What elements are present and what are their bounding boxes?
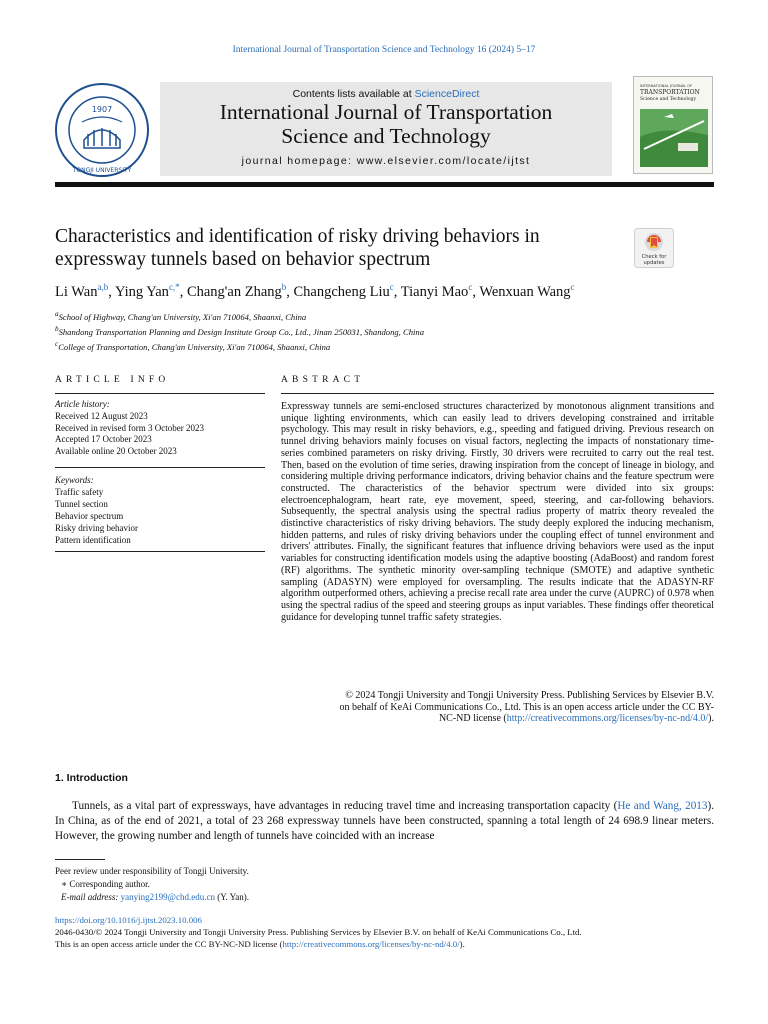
author[interactable]: Tianyi Mao xyxy=(400,284,469,300)
check-for-updates-button[interactable] xyxy=(634,228,674,268)
keyword: Pattern identification xyxy=(55,535,131,545)
history-item: Received in revised form 3 October 2023 xyxy=(55,422,204,433)
article-title: Characteristics and identification of risky driving behaviors in expressway tunnels based on behavior spectrum xyxy=(55,226,540,270)
check-badge-line2: updates xyxy=(643,260,665,266)
journal-title: International Journal of Transportation Science and Technology xyxy=(219,100,553,148)
doi-link[interactable]: https://doi.org/10.1016/j.ijtst.2023.10.006 xyxy=(55,915,202,925)
history-item: Accepted 17 October 2023 xyxy=(55,434,152,445)
journal-homepage[interactable]: journal homepage: www.elsevier.com/locate/ijtst xyxy=(241,155,531,167)
author-affiliation-marker[interactable]: c xyxy=(570,282,575,293)
issn-line: 2046-0430/© 2024 Tongji University and Tongji University Press. Publishing Services by Elsevier B.V. on behalf of KeAi Communications Co., Ltd. xyxy=(55,927,582,937)
author[interactable]: Li Wan xyxy=(55,284,98,300)
divider xyxy=(55,393,265,394)
corresponding-author-note: ∗ Corresponding author. xyxy=(61,879,150,889)
article-history: Article history: Received 12 August 2023 Received in revised form 3 October 2023 Accepted 17 October 2023 Available online 20 October 2023 xyxy=(55,399,265,458)
affiliations xyxy=(55,308,715,353)
keywords: Keywords: Traffic safety Tunnel section Behavior spectrum Risky driving behavior Pattern identification xyxy=(55,474,265,546)
license-link[interactable]: http://creativecommons.org/licenses/by-nc-nd/4.0/ xyxy=(506,713,709,725)
publication-info xyxy=(55,914,745,950)
tongji-university-logo xyxy=(54,82,150,178)
footnote-divider xyxy=(55,859,105,860)
section-heading: 1. Introduction xyxy=(55,772,128,784)
keyword: Risky driving behavior xyxy=(55,523,138,533)
copyright-notice: © 2024 Tongji University and Tongji University Press. Publishing Services by Elsevier B.V. on behalf of KeAi Communications Co., Ltd. This is an open access article under the CC BY- NC-ND license (http://creativecommons.org/licenses/by-nc-nd/4.0/). xyxy=(339,690,714,725)
logo-year: 1907 xyxy=(91,105,113,114)
divider xyxy=(55,467,265,468)
keyword: Tunnel section xyxy=(55,499,108,509)
author[interactable]: Ying Yan xyxy=(114,284,169,300)
author-affiliation-marker[interactable]: a,b xyxy=(97,282,109,293)
svg-text:Science and Technology: Science and Technology xyxy=(640,97,697,102)
svg-text:TRANSPORTATION: TRANSPORTATION xyxy=(640,89,700,96)
footnotes xyxy=(55,865,455,904)
author-affiliation-marker[interactable]: c,* xyxy=(168,282,180,293)
journal-cover-image[interactable] xyxy=(633,76,713,174)
abstract-heading: ABSTRACT xyxy=(281,375,365,385)
header-divider xyxy=(55,182,714,187)
article-info-heading: ARTICLE INFO xyxy=(55,375,170,385)
journal-header xyxy=(160,82,612,176)
abstract-text: Expressway tunnels are semi-enclosed structures characterized by monotonous alignment transitions and unique lighting environments, which can easily lead to drivers developing constrained and irritable psychology. This may result in risky behaviors, e.g., speeding and fatigued driving. Previous research on tunnel driving behaviors mainly focuses on visual factors, neglecting the impacts of nonstationary time-series combined parameters on risky driving. Firstly, 30 drivers were recruited to carry out the real test. Then, based on the evolution of time series, drawing inspiration from the concept of lineage in biology, and considering multiple driving performance indicators, driving behavior chains and the feature spectrum were constructed. The characteristics of the behavior spectrum were divided into six groups: electroencephalogram, heart rate, eye movement, speed, steering, and car-following behaviors. Subsequently, the spectral analysis using the spectral radius property of matrix theory revealed the distinctive characteristics of risky driving behaviors. The study deeply explored the inducing mechanism, hidden patterns, and rules of risky driving behaviors under the coupling effect of tunnel environment and drivers' attributes. Finally, the significant features that influence driving behaviors were used as the input variables for constructing identification models using the adaptive boosting (AdaBoost) and random forest (RF) algorithms. The synthetic minority over-sampling technique (SMOTE) and adaptive synthetic sampling (ADASYN) were employed for oversampling. The results indicate that the ADASYN-RF algorithm outperformed others, achieving a precise recall rate area under the curve (AUPRC) of 0.978 when using the spectral radius of the speed and steering groups as input variables. These findings offer theoretical guidance for developing tunnel traffic safety strategies. xyxy=(281,401,714,623)
sciencedirect-link[interactable]: ScienceDirect xyxy=(414,88,480,100)
author[interactable]: Chang'an Zhang xyxy=(186,284,282,300)
contents-line: Contents lists available at ScienceDirect xyxy=(292,88,480,100)
citation-link[interactable]: He and Wang, 2013 xyxy=(617,800,708,812)
logo-text: TONGJI UNIVERSITY xyxy=(72,167,132,174)
keyword: Behavior spectrum xyxy=(55,511,124,521)
author-list: Li Wan$^{a,b}$, Ying Yan$^{c,*}$, Chang'an Zhang$^b$, Changcheng Liu$^c$, Tianyi Mao$^c$, Wenxuan Wang$^c$ xyxy=(55,282,575,300)
divider xyxy=(281,393,714,394)
author[interactable]: Wenxuan Wang xyxy=(479,284,571,300)
affiliation-item: $^c$College of Transportation, Chang'an University, Xi'an 710064, Shaanxi, China xyxy=(55,339,331,352)
peer-review-note: Peer review under responsibility of Tongji University. xyxy=(55,866,249,876)
divider xyxy=(55,551,265,552)
history-item: Received 12 August 2023 xyxy=(55,410,148,421)
email-link[interactable]: yanying2199@chd.edu.cn xyxy=(120,892,215,902)
affiliation-item: $^a$School of Highway, Chang'an University, Xi'an 710064, Shaanxi, China xyxy=(55,310,307,322)
affiliation-item: $^b$Shandong Transportation Planning and Design Institute Group Co., Ltd., Jinan 250031, Shandong, China xyxy=(55,324,424,337)
author-affiliation-marker[interactable]: c xyxy=(468,282,473,293)
author-affiliation-marker[interactable]: c xyxy=(389,282,394,293)
license-link[interactable]: http://creativecommons.org/licenses/by-nc-nd/4.0/ xyxy=(282,939,460,949)
history-item: Available online 20 October 2023 xyxy=(55,446,177,457)
author[interactable]: Changcheng Liu xyxy=(293,284,390,300)
author-affiliation-marker[interactable]: b xyxy=(281,282,287,293)
email-note: E-mail address: yanying2199@chd.edu.cn (Y. Yan). xyxy=(61,892,250,902)
keyword: Traffic safety xyxy=(55,487,104,497)
license-line: This is an open access article under the CC BY-NC-ND license (http://creativecommons.org/licenses/by-nc-nd/4.0/). xyxy=(55,939,465,949)
introduction-paragraph: Tunnels, as a vital part of expressways, have advantages in reducing travel time and increasing transportation capacity (He and Wang, 2013). In China, as of the end of 2021, a total of 23 268 expressway tunnels have been constructed, spanning a total length of 24 698.9 linear meters. However, the growing number and length of tunnels have coincided with an increase xyxy=(55,800,715,842)
journal-reference[interactable]: International Journal of Transportation Science and Technology 16 (2024) 5–17 xyxy=(232,45,536,55)
svg-text:INTERNATIONAL JOURNAL OF: INTERNATIONAL JOURNAL OF xyxy=(640,84,693,88)
check-badge-line1: Check for xyxy=(641,254,667,260)
